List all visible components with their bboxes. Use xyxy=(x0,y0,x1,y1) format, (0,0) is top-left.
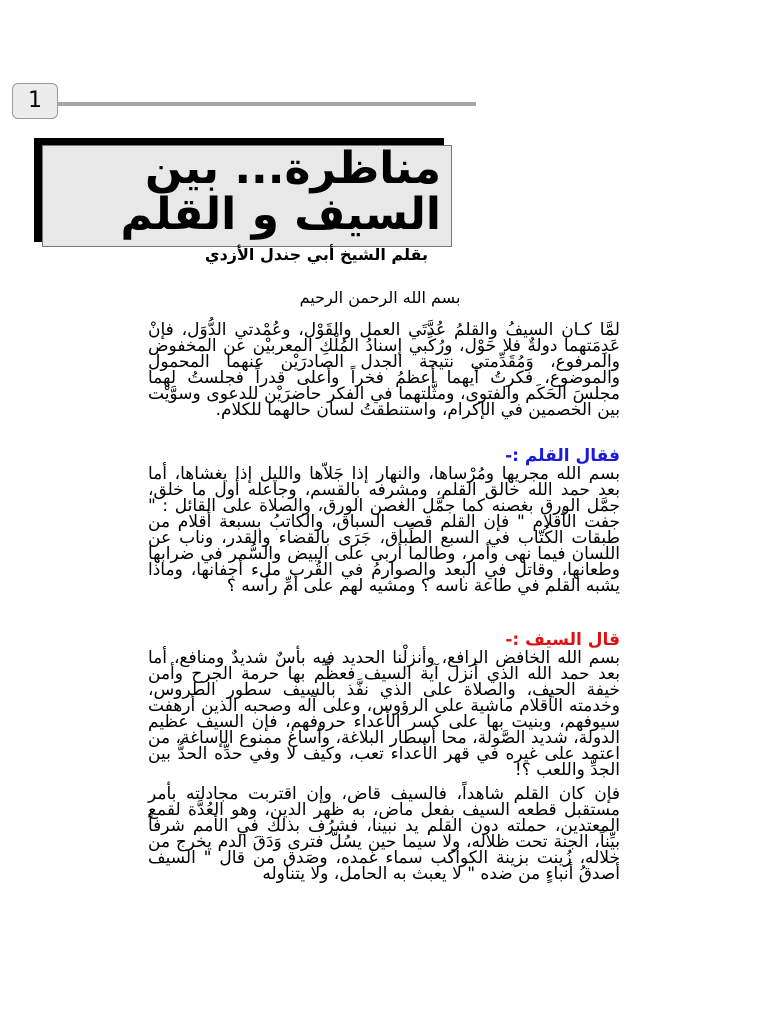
sayf-paragraph-2: فإن كان القلم شاهداً، فالسيف قاض، وإن اقتربت مجادلته بأمر مستقبل قطعه السيف بفعل ماض، به ظهر الدين، وهو العُدَّة لقمع المعتدين، حملته دون القلم يد نبينا، فشرُف بذلك في الأمم شرفاً بيِّناً، الجنة تحت ظلاله، ولا سيما حين يسُلّ فترى وَدَقَ الدم يخرج من خلاله، زُينت بزينة الكواكب سماء غمده، وصَدق من قال " السيف أصدقُ أنباءٍ من ضده " لا يعبث به الحامل، ولا يتناوله xyxy=(148,784,620,884)
page-number: 1 xyxy=(12,83,58,119)
qalam-heading: فقال القلم :- xyxy=(505,446,620,466)
title-line-1: مناظرة... بين xyxy=(144,143,441,194)
sayf-paragraph-1: بسم الله الخافض الرافع، وأنزلْنا الحديد فيه بأسٌ شديدٌ ومنافع، أما بعد حمد الله الذي أنزل آية السيف فعظَّم بها حرمة الجرح وأمن خيفة الحيف، والصلاة على الذي نفَّذ بالسيف سطور الطروس، وخدمته الأقلام ماشية على الرؤوس، وعلى آله وصحبه الذين أرهفت سيوفهم، وبنيت بها على كسر الأعداء حروفهم، فإن السيف عظيم الدولة، شديد الصَّولة، محا أسطار البلاغة، وأساغ ممنوع الإساغة، من اعتمد على غيره في قهر الأعداء تعب، وكيف لا وفي حدِّه الحدُّ بين الجدِّ واللعب ؟! xyxy=(148,648,620,780)
author-line: بقلم الشيخ أبي جندل الأزدي xyxy=(204,245,428,264)
qalam-paragraph: بسم الله مجريها ومُرْساها، والنهار إذا جَلاّها والليل إذا يغشاها، أما بعد حمد الله خالق القلم، ومشرفه بالقسم، وجاعله أول ما خلق، جمَّل الورق بغصنه كما جمَّل الغصن الورق، والصلاة على القائل : " جفت الأقلام " فإن القلم قصب السباق، والكاتبُ بسبعة أقلام من طبقات الكُتّاب في السبع الطِّباق، جَرَى بالقضاء والقدر، وناب عن اللسان فيما نهى وأمر، وطالما أربى على البيض والسُّمر في ضرابها وطعانها، وقاتل في البعد والصوارمُ في القُرب ملء أجفانها، وماذا يشبه القلم في طاعة ناسه ؟ ومشيه لهم على أمِّ رأسه ؟ xyxy=(148,464,620,596)
title-line-2: السيف و القلم xyxy=(120,189,441,240)
title-box xyxy=(42,145,452,247)
sayf-heading: قال السيف :- xyxy=(505,630,620,650)
top-rule xyxy=(58,102,476,106)
basmala: بسم الله الرحمن الرحيم xyxy=(299,288,461,307)
intro-paragraph: لمَّا كـان السيفُ والقلمُ عُدَّتَي العمل والقَوْل، وعُمْدتي الدُّوَل، فإنْ عَدِمَتهما دولةٌ فلا حَوْل، ورُكِّبي إسنادُ المُلْكِ المعربيْن عن المخفوض والمرفوع، وَمُقَدِّمتي نتيجة الجدل الصادرَيْن عنهما المحمول والموضوع، فكرتُ أيهما أعظمُ فخراً وأعلى قدراً فجلستُ لهما مجلسَ الحَكَم والفتوى، ومثَّلتهما في الفكر حاضرَيْن للدعوى وسوَّيْت بين الخصمين في الإكرام، واستنطقتُ لسان حالهما للكلام. xyxy=(148,320,620,420)
